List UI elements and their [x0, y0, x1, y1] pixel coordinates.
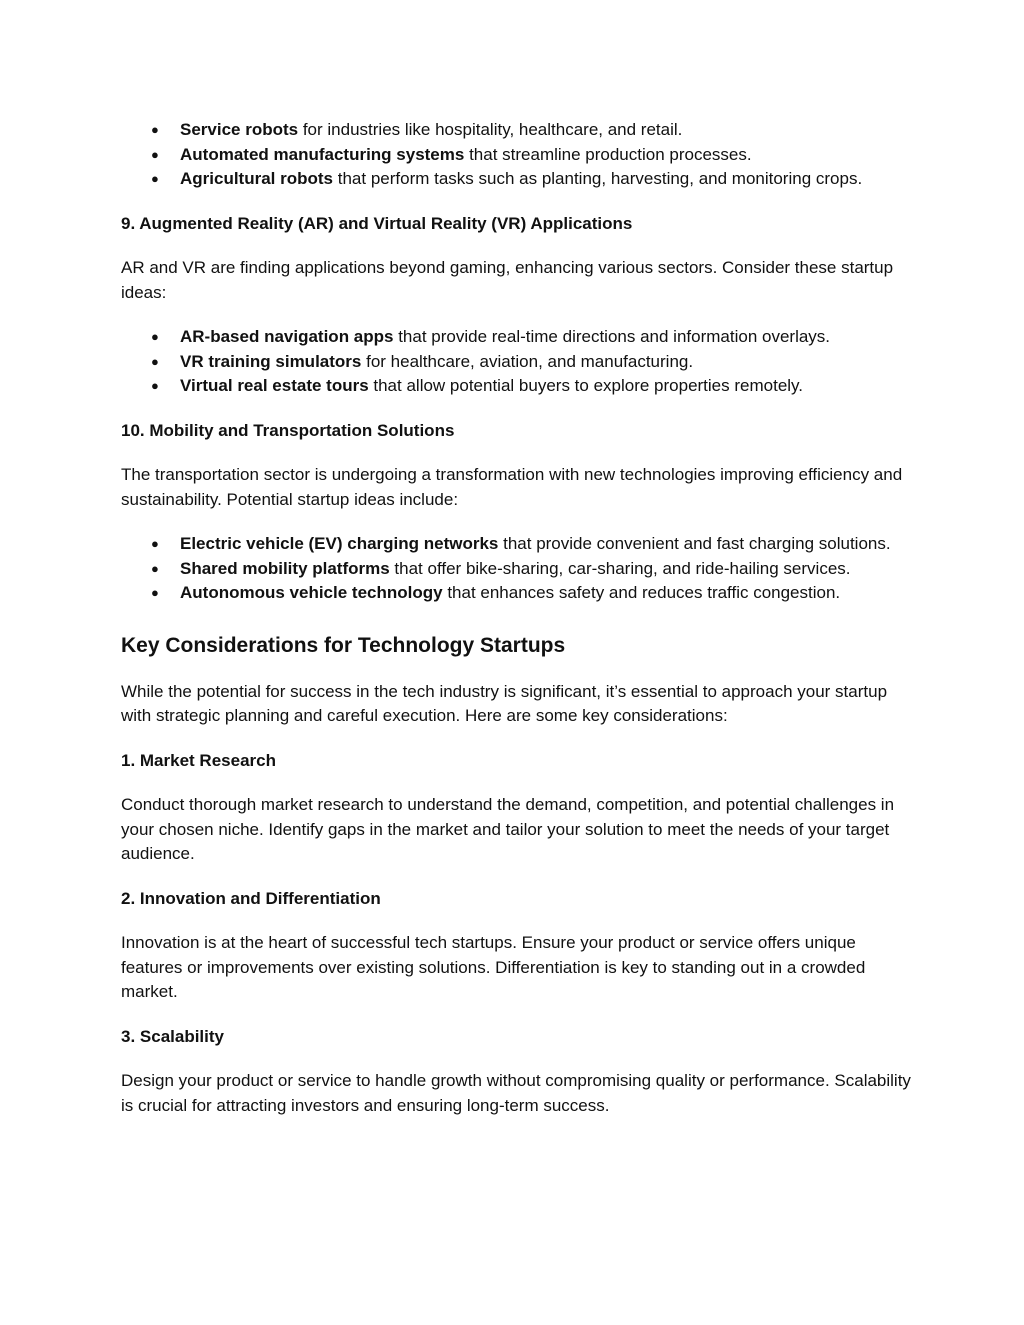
subheading-innovation: 2. Innovation and Differentiation — [121, 888, 381, 908]
list-item — [121, 557, 911, 582]
item-bold: Shared mobility platforms — [180, 558, 390, 578]
key-considerations-intro: While the potential for success in the tech industry is significant, it’s essential to approach your startup with strategic planning and careful execution. Here are some key considerations: — [121, 681, 888, 725]
bullet-icon: ● — [151, 536, 159, 551]
bullet-icon: ● — [151, 122, 159, 137]
bullet-icon: ● — [151, 329, 159, 344]
list-item — [121, 374, 911, 399]
bullet-icon: ● — [151, 171, 159, 186]
bullet-icon: ● — [151, 378, 159, 393]
paragraph-scalability: Design your product or service to handle growth without compromising quality or performance. Scalability is crucial for attracting investors and ensuring long-term success. — [121, 1071, 911, 1115]
list-item — [121, 167, 911, 192]
item-bold: Virtual real estate tours — [180, 376, 369, 395]
paragraph-innovation: Innovation is at the heart of successful tech startups. Ensure your product or service offers unique features or improvements over existing solutions. Differentiation is key to standing out in a crowded market. — [121, 933, 866, 1001]
item-bold: VR training simulators — [180, 351, 362, 371]
bullet-icon: ● — [151, 585, 159, 600]
item-bold: AR-based navigation apps — [180, 327, 394, 346]
list-item — [121, 581, 911, 606]
section-heading-mobility: 10. Mobility and Transportation Solutions — [121, 420, 455, 440]
list-item — [121, 325, 911, 350]
item-bold: Autonomous vehicle technology — [180, 583, 443, 602]
paragraph-market-research: Conduct thorough market research to understand the demand, competition, and potential challenges in your chosen niche. Identify gaps in the market and tailor your solution to meet the needs of your target audience. — [121, 795, 895, 863]
item-text: that allow potential buyers to explore properties remotely. — [368, 376, 804, 395]
item-bold: Electric vehicle (EV) charging networks — [180, 534, 499, 553]
section-intro-ar-vr: AR and VR are finding applications beyond gaming, enhancing various sectors. Consider these startup ideas: — [121, 258, 894, 302]
subheading-market-research: 1. Market Research — [121, 750, 276, 770]
heading-key-considerations: Key Considerations for Technology Startups — [121, 633, 566, 657]
item-text: that perform tasks such as planting, harvesting, and monitoring crops. — [333, 169, 863, 188]
item-text: that enhances safety and reduces traffic congestion. — [442, 583, 841, 602]
bullet-icon: ● — [151, 353, 159, 369]
item-text: for healthcare, aviation, and manufacturing. — [361, 351, 694, 371]
item-bold: Agricultural robots — [180, 169, 334, 188]
section-heading-ar-vr: 9. Augmented Reality (AR) and Virtual Reality (VR) Applications — [121, 213, 633, 233]
section-intro-mobility: The transportation sector is undergoing a transformation with new technologies improving efficiency and sustainability. Potential startup ideas include: — [121, 465, 903, 509]
list-item — [121, 532, 911, 557]
item-text: for industries like hospitality, healthcare, and retail. — [298, 120, 683, 139]
bullet-list-robotics — [121, 118, 911, 192]
item-bold: Automated manufacturing systems — [180, 144, 465, 164]
document-content — [121, 118, 911, 1118]
list-item — [121, 350, 911, 375]
item-bold: Service robots — [180, 120, 299, 139]
subheading-scalability: 3. Scalability — [121, 1026, 224, 1046]
item-text: that offer bike-sharing, car-sharing, and ride-hailing services. — [389, 558, 851, 578]
bullet-icon: ● — [151, 146, 159, 162]
bullet-list-mobility — [121, 532, 911, 606]
item-text: that streamline production processes. — [464, 144, 752, 164]
list-item — [121, 143, 911, 168]
item-text: that provide convenient and fast charging solutions. — [498, 534, 891, 553]
list-item — [121, 118, 911, 143]
bullet-icon: ● — [151, 560, 159, 576]
bullet-list-ar-vr — [121, 325, 911, 399]
item-text: that provide real-time directions and information overlays. — [393, 327, 831, 346]
